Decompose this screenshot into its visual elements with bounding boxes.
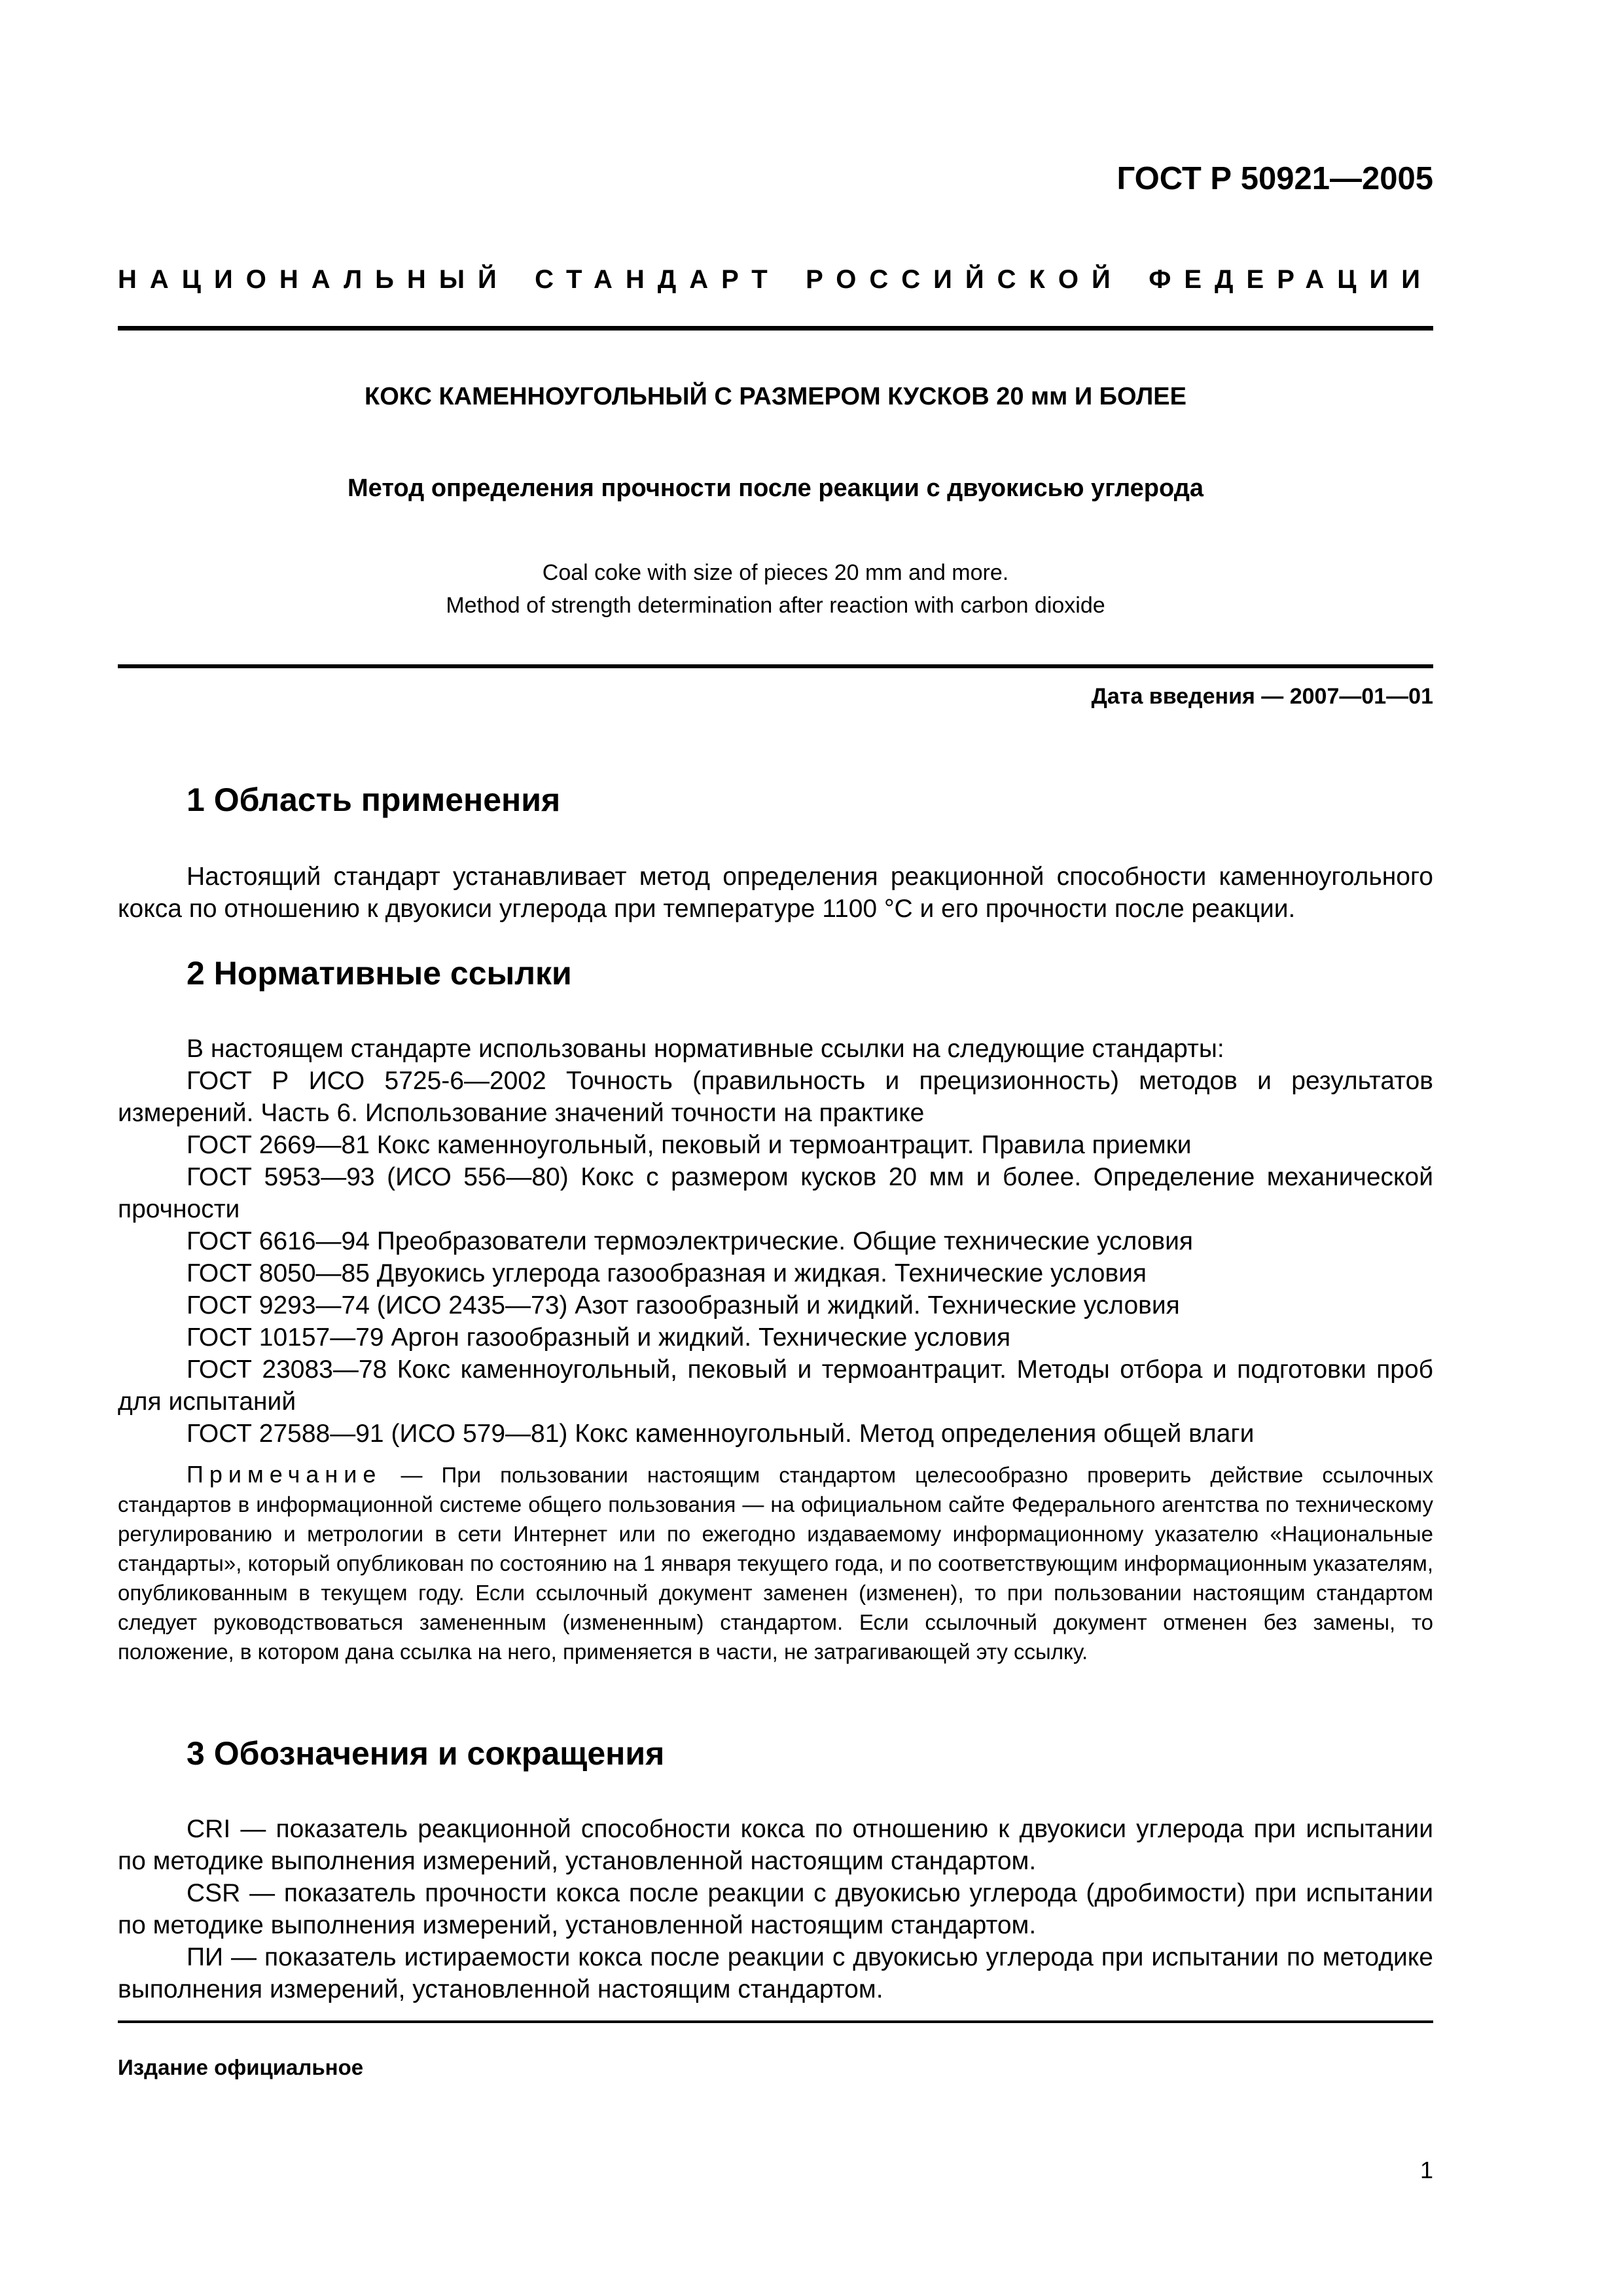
reference-intro: В настоящем стандарте использованы нормативные ссылки на следующие стандарты: <box>187 1035 1224 1063</box>
normative-references <box>118 1033 1433 1450</box>
abbreviation-item: CRI — показатель реакционной способности кокса по отношению к двуокиси углерода при испытании по методике выполнения измерений, установленной настоящим стандартом. <box>118 1815 1433 1875</box>
reference-item: ГОСТ 6616—94 Преобразователи термоэлектрические. Общие технические условия <box>187 1227 1194 1255</box>
reference-item: ГОСТ 5953—93 (ИСО 556—80) Кокс с размером кусков 20 мм и более. Определение механической прочности <box>118 1163 1433 1223</box>
note <box>118 1460 1433 1666</box>
footer-rule <box>118 2020 1433 2023</box>
banner-word: ФЕДЕРАЦИИ <box>1149 265 1433 294</box>
banner-word: РОССИЙСКОЙ <box>806 265 1124 294</box>
paragraph: Настоящий стандарт устанавливает метод определения реакционной способности каменноугольного кокса по отношению к двуокиси углерода при температуре 1100 °С и его прочности после реакции. <box>118 863 1433 923</box>
note-text: — При пользовании настоящим стандартом целесообразно проверить действие ссылочных стандартов в информационной системе общего пользования — на официальном сайте Федерального агентства по техническому регулированию и метрологии в сети Интернет или по ежегодно издаваемому информационному указателю «Национальные стандарты», который опубликован по состоянию на 1 января текущего года, и по соответствующим информационным указателям, опубликованным в текущем году. Если ссылочный документ заменен (изменен), то при пользовании настоящим стандартом следует руководствоваться замененным (измененным) стандартом. Если ссылочный документ отменен без замены, то положение, в котором дана ссылка на него, применяется в части, не затрагивающей эту ссылку. <box>118 1463 1434 1664</box>
reference-item: ГОСТ 10157—79 Аргон газообразный и жидкий. Технические условия <box>187 1323 1011 1352</box>
abbreviation-item: ПИ — показатель истираемости кокса после реакции с двуокисью углерода при испытании по методике выполнения измерений, установленной настоящим стандартом. <box>118 1943 1433 2003</box>
gost-code: ГОСТ Р 50921—2005 <box>1116 161 1433 196</box>
top-rule <box>118 326 1433 331</box>
reference-item: ГОСТ 23083—78 Кокс каменноугольный, пековый и термоантрацит. Методы отбора и подготовки проб для испытаний <box>118 1355 1433 1416</box>
main-title: КОКС КАМЕННОУГОЛЬНЫЙ С РАЗМЕРОМ КУСКОВ 20 мм И БОЛЕЕ <box>365 383 1186 410</box>
reference-item: ГОСТ 8050—85 Двуокись углерода газообразная и жидкая. Технические условия <box>187 1259 1147 1287</box>
subtitle: Метод определения прочности после реакции с двуокисью углерода <box>348 475 1204 502</box>
reference-item: ГОСТ 2669—81 Кокс каменноугольный, пековый и термоантрацит. Правила приемки <box>187 1131 1192 1159</box>
national-standard-banner <box>118 265 1433 295</box>
title-rule <box>118 664 1433 668</box>
abbreviations <box>118 1813 1433 2005</box>
abbreviation-item: CSR — показатель прочности кокса после реакции с двуокисью углерода (дробимости) при испытании по методике выполнения измерений, установленной настоящим стандартом. <box>118 1879 1433 1939</box>
section-3-heading: 3 Обозначения и сокращения <box>187 1735 665 1772</box>
english-title-line-1: Coal coke with size of pieces 20 mm and more. <box>542 560 1009 585</box>
banner-word: СТАНДАРТ <box>535 265 781 294</box>
edition-label: Издание официальное <box>118 2055 364 2079</box>
banner-word: НАЦИОНАЛЬНЫЙ <box>118 265 510 294</box>
reference-item: ГОСТ Р ИСО 5725-6—2002 Точность (правильность и прецизионность) методов и результатов измерений. Часть 6. Использование значений точности на практике <box>118 1067 1433 1127</box>
page-number: 1 <box>1419 2157 1433 2183</box>
section-1-text <box>118 861 1433 925</box>
section-2-heading: 2 Нормативные ссылки <box>187 955 572 992</box>
document-page <box>118 0 1433 2296</box>
reference-item: ГОСТ 27588—91 (ИСО 579—81) Кокс каменноугольный. Метод определения общей влаги <box>187 1420 1255 1448</box>
introduction-date: Дата введения — 2007—01—01 <box>1091 684 1433 709</box>
reference-item: ГОСТ 9293—74 (ИСО 2435—73) Азот газообразный и жидкий. Технические условия <box>187 1291 1180 1319</box>
section-1-heading: 1 Область применения <box>187 781 561 818</box>
note-label: Примечание <box>187 1461 382 1488</box>
english-title-line-2: Method of strength determination after reaction with carbon dioxide <box>446 593 1105 618</box>
